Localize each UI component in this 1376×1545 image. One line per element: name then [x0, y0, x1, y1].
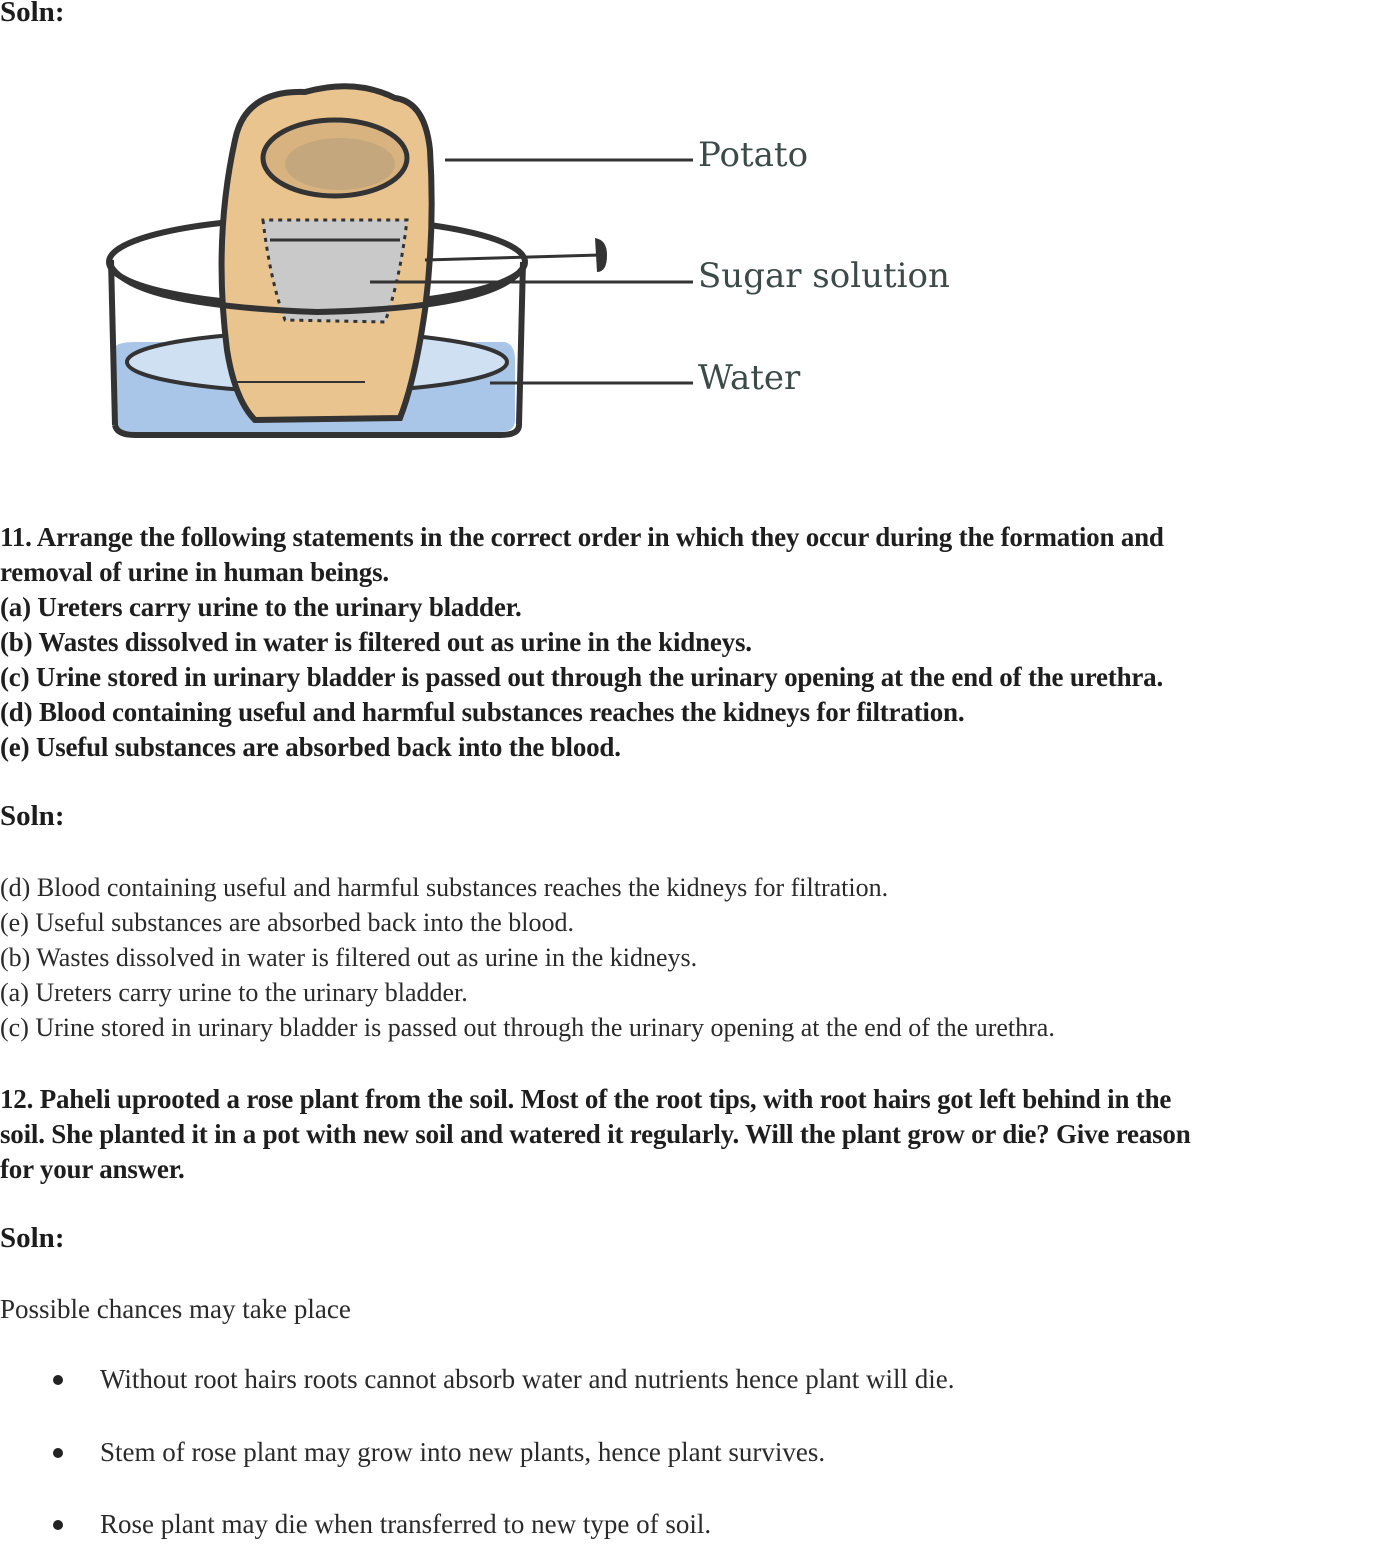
q12-bullet-text-2: Stem of rose plant may grow into new plants, hence plant survives.: [100, 1437, 826, 1467]
q11-option-c: (c) Urine stored in urinary bladder is passed out through the urinary opening at the end of the urethra.: [0, 662, 1164, 692]
label-water: Water: [698, 358, 801, 398]
q11-answer-5: (c) Urine stored in urinary bladder is passed out through the urinary opening at the end of the urethra.: [0, 1013, 1055, 1042]
q11-answer-3: (b) Wastes dissolved in water is filtered out as urine in the kidneys.: [0, 943, 698, 972]
soln-heading-top: Soln:: [0, 0, 65, 28]
q12-bullet-item: [0, 1509, 1376, 1545]
q11-option-a: (a) Ureters carry urine to the urinary bladder.: [0, 592, 522, 622]
q11-answer-2: (e) Useful substances are absorbed back into the blood.: [0, 908, 574, 937]
q12-intro: Possible chances may take place: [0, 1294, 351, 1324]
label-potato: Potato: [698, 135, 809, 175]
label-sugar-solution: Sugar solution: [698, 256, 950, 296]
q12-question-line3: for your answer.: [0, 1154, 185, 1184]
osmosis-diagram: [95, 80, 1015, 450]
q12-soln-heading: Soln:: [0, 1222, 65, 1254]
q11-answer-1: (d) Blood containing useful and harmful substances reaches the kidneys for filtration.: [0, 873, 889, 902]
q11-option-b: (b) Wastes dissolved in water is filtered out as urine in the kidneys.: [0, 627, 752, 657]
q11-option-d: (d) Blood containing useful and harmful substances reaches the kidneys for filtration.: [0, 697, 965, 727]
q12-bullet-text-1: Without root hairs roots cannot absorb water and nutrients hence plant will die.: [100, 1364, 955, 1394]
q11-soln-heading: Soln:: [0, 800, 65, 832]
q12-question-line1: 12. Paheli uprooted a rose plant from the soil. Most of the root tips, with root hairs got left behind in the: [0, 1084, 1172, 1114]
q12-bullet-item: [0, 1364, 1376, 1400]
q11-option-e: (e) Useful substances are absorbed back into the blood.: [0, 732, 621, 762]
bullet-icon: [53, 1375, 63, 1385]
q12-bullet-text-3: Rose plant may die when transferred to new type of soil.: [100, 1509, 712, 1539]
bullet-icon: [53, 1448, 63, 1458]
q12-question-line2: soil. She planted it in a pot with new soil and watered it regularly. Will the plant grow or die? Give reason: [0, 1119, 1191, 1149]
q11-answer-4: (a) Ureters carry urine to the urinary bladder.: [0, 978, 468, 1007]
q11-question-line2: removal of urine in human beings.: [0, 557, 389, 587]
q12-bullet-item: [0, 1437, 1376, 1473]
q11-question-line1: 11. Arrange the following statements in the correct order in which they occur during the formation and: [0, 522, 1164, 552]
bullet-icon: [53, 1520, 63, 1530]
